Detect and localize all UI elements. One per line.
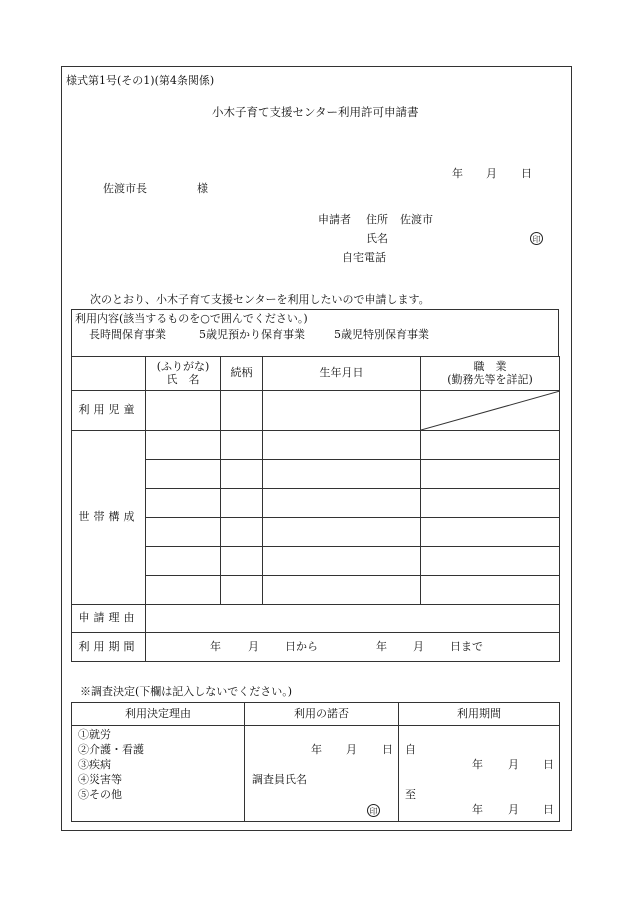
header-empty [72,357,146,391]
survey-reasons-cell [72,726,245,822]
reason-row [72,605,560,633]
phone-label: 自宅電話 [342,251,386,264]
approval-year: 年 [311,743,322,756]
period-row [72,633,560,662]
child-name-cell[interactable] [146,391,221,431]
reason-1: ①就労 [78,728,111,741]
period-to-label: 至 [405,788,416,801]
survey-col-reason: 利用決定理由 [72,703,245,726]
survey-approval-cell [245,726,399,822]
survey-header-row [72,703,560,726]
header-job-label: 職 業 [473,359,507,373]
household-birthdate-cell[interactable] [263,518,421,547]
household-name-cell[interactable] [146,547,221,576]
household-relation-cell[interactable] [221,460,263,489]
period-to-day: 日まで [450,640,483,653]
household-job-cell[interactable] [421,576,560,605]
survey-heading: ※調査決定(下欄は記入しないでください。) [80,685,293,698]
household-relation-cell[interactable] [221,547,263,576]
approval-day: 日 [382,743,393,756]
header-name [146,357,221,391]
period-to-month: 月 [508,803,519,816]
period-from-day: 日から [285,640,318,653]
household-relation-cell[interactable] [221,576,263,605]
usage-option-1[interactable]: 長時間保育事業 [89,328,166,341]
household-row [72,518,560,547]
form-title: 小木子育て支援センター利用許可申請書 [212,105,419,119]
reason-2: ②介護・看護 [78,743,144,756]
applicant-label: 申請者 [318,213,351,226]
seal-mark: 印 [530,232,543,245]
date-month-label: 月 [486,167,497,180]
child-job-cell [421,391,560,431]
header-furigana: (ふりがな) [156,359,210,373]
header-relation: 続柄 [221,357,263,391]
header-birthdate: 生年月日 [263,357,421,391]
household-job-cell[interactable] [421,547,560,576]
period-cell[interactable] [146,633,560,662]
header-name-label: 氏 名 [166,372,200,386]
application-table [71,356,560,662]
period-from-month: 月 [248,640,259,653]
date-day-label: 日 [521,167,532,180]
header-job-note: (勤務先等を詳記) [447,372,533,386]
usage-heading: 利用内容(該当するものを○で囲んでください。) [75,312,308,325]
seal-mark: 印 [367,804,380,817]
household-name-cell[interactable] [146,576,221,605]
intro-text: 次のとおり、小木子育て支援センターを利用したいので申請します。 [90,293,430,306]
child-birthdate-cell[interactable] [263,391,421,431]
household-name-cell[interactable] [146,431,221,460]
surveyor-label: 調査員氏名 [252,773,307,786]
household-name-cell[interactable] [146,460,221,489]
usage-box [71,309,559,357]
household-row [72,431,560,460]
household-row [72,547,560,576]
household-row [72,489,560,518]
child-row-label: 利用児童 [72,391,146,431]
survey-table [71,702,560,822]
usage-option-3[interactable]: 5歳児特別保育事業 [334,328,429,341]
addressee-name: 佐渡市長 [103,182,147,195]
period-from-month: 月 [508,758,519,771]
form-number: 様式第1号(その1)(第4条関係) [66,74,215,87]
period-to-year: 年 [472,803,483,816]
survey-col-period: 利用期間 [399,703,560,726]
period-to-year: 年 [376,640,387,653]
household-job-cell[interactable] [421,518,560,547]
child-relation-cell[interactable] [221,391,263,431]
period-to-day: 日 [543,803,554,816]
period-to-month: 月 [413,640,424,653]
household-job-cell[interactable] [421,431,560,460]
period-from-year: 年 [210,640,221,653]
survey-period-cell [399,726,560,822]
header-job [421,357,560,391]
approval-month: 月 [346,743,357,756]
period-from-day: 日 [543,758,554,771]
address-label: 住所 [366,213,388,226]
period-from-label: 自 [405,743,416,756]
household-birthdate-cell[interactable] [263,576,421,605]
diagonal-strike [421,391,560,430]
household-birthdate-cell[interactable] [263,489,421,518]
household-row-label: 世帯構成 [72,431,146,605]
address-value: 佐渡市 [400,213,433,226]
reason-3: ③疾病 [78,758,111,771]
reason-row-label: 申請理由 [72,605,146,633]
applicant-seal [530,232,543,245]
household-relation-cell[interactable] [221,518,263,547]
household-row [72,460,560,489]
household-relation-cell[interactable] [221,489,263,518]
period-row-label: 利用期間 [72,633,146,662]
household-job-cell[interactable] [421,460,560,489]
period-from-year: 年 [472,758,483,771]
household-name-cell[interactable] [146,489,221,518]
surveyor-seal [367,804,380,817]
date-year-label: 年 [452,167,463,180]
household-relation-cell[interactable] [221,431,263,460]
survey-body-row [72,726,560,822]
household-birthdate-cell[interactable] [263,547,421,576]
reason-cell[interactable] [146,605,560,633]
reason-5: ⑤その他 [78,788,122,801]
household-name-cell[interactable] [146,518,221,547]
addressee-honorific: 様 [197,182,208,195]
household-birthdate-cell[interactable] [263,431,421,460]
child-row [72,391,560,431]
reason-4: ④災害等 [78,773,122,786]
household-birthdate-cell[interactable] [263,460,421,489]
household-job-cell[interactable] [421,489,560,518]
usage-option-2[interactable]: 5歳児預かり保育事業 [199,328,305,341]
name-label: 氏名 [366,232,388,245]
header-row [72,357,560,391]
household-row [72,576,560,605]
survey-col-approval: 利用の諾否 [245,703,399,726]
